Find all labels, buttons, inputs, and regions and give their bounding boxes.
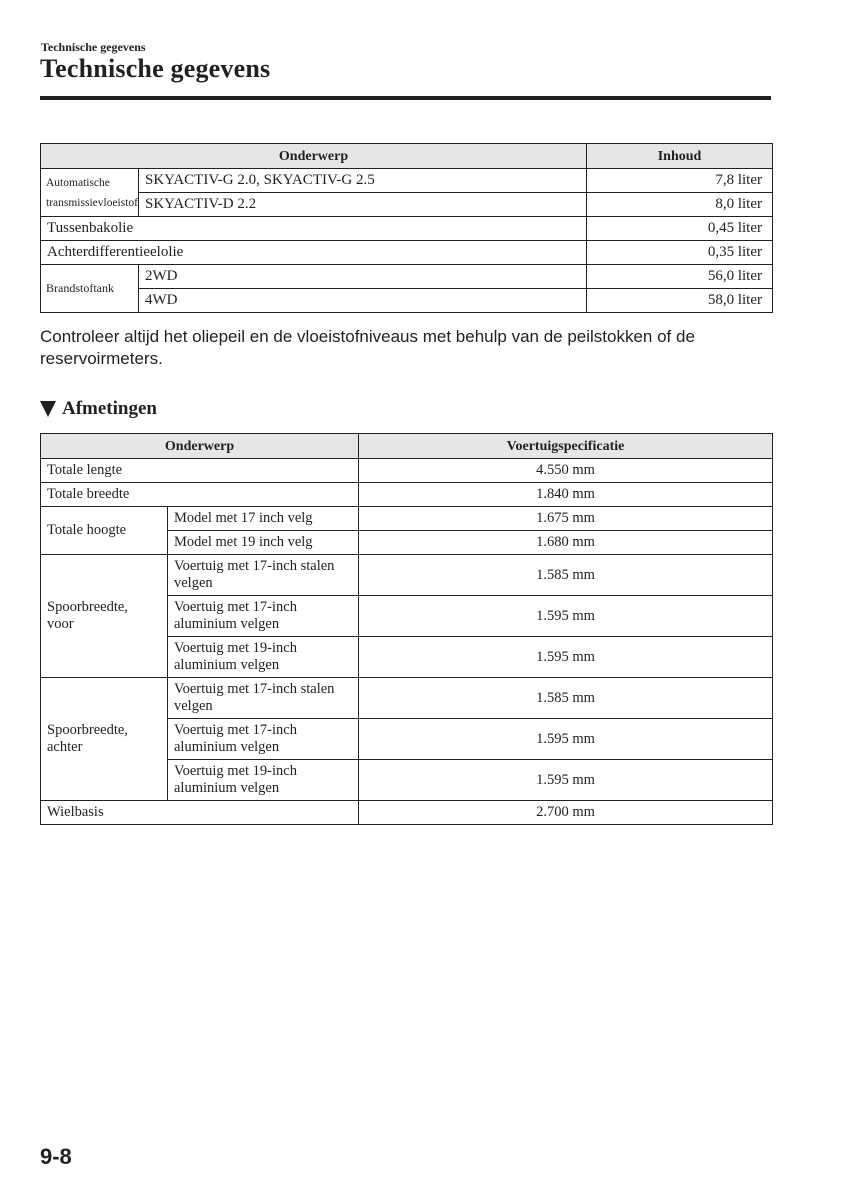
fuel-value-cell: 58,0 liter [587,289,773,313]
width-value: 1.840 mm [359,483,773,507]
track-rear-value-cell: 1.595 mm [359,760,773,801]
atf-label-line2: transmissievloeistof [46,196,138,209]
table-row [41,483,773,507]
fuel-value-cell: 56,0 liter [587,265,773,289]
atf-engine-cell: SKYACTIV-G 2.0, SKYACTIV-G 2.5 [139,169,587,193]
variant-line2: aluminium velgen [174,780,280,796]
atf-value-cell: 8,0 liter [587,193,773,217]
table-row [41,507,773,531]
track-front-label-line1: Spoorbreedte, [47,599,128,615]
dimensions-heading [40,398,157,420]
fuel-tank-label: Brandstoftank [41,265,139,313]
atf-engine-cell: SKYACTIV-D 2.2 [139,193,587,217]
transfer-oil-value: 0,45 liter [587,217,773,241]
track-front-label-line2: voor [47,616,74,632]
table-header-row [41,434,773,459]
page-number: 9-8 [40,1144,72,1169]
height-value-cell: 1.680 mm [359,531,773,555]
track-rear-label-line1: Spoorbreedte, [47,722,128,738]
page-title: Technische gegevens [40,54,271,83]
variant-line2: aluminium velgen [174,616,280,632]
variant-line1: Voertuig met 19-inch [174,763,297,779]
transfer-oil-label: Tussenbakolie [41,217,587,241]
fluid-level-note: Controleer altijd het oliepeil en de vloeistofniveaus met behulp van de peilstokken of de reservoirmeters. [40,327,695,368]
column-header-content: Inhoud [587,144,773,169]
table-row [41,555,773,596]
track-rear-variant-cell [168,719,359,760]
track-front-variant-cell [168,555,359,596]
track-rear-variant-cell [168,760,359,801]
table-row [41,678,773,719]
track-front-value-cell: 1.585 mm [359,555,773,596]
column-header-subject: Onderwerp [41,434,359,459]
atf-label [41,169,139,217]
fluid-capacities-table [40,143,773,313]
variant-line2: velgen [174,698,213,714]
rear-diff-oil-value: 0,35 liter [587,241,773,265]
track-front-label [41,555,168,678]
height-model-cell: Model met 19 inch velg [168,531,359,555]
fuel-drive-cell: 2WD [139,265,587,289]
width-label: Totale breedte [41,483,359,507]
wheelbase-label: Wielbasis [41,801,359,825]
triangle-bullet-icon [40,401,56,417]
variant-line1: Voertuig met 17-inch [174,599,297,615]
variant-line1: Voertuig met 17-inch stalen [174,558,335,574]
height-label: Totale hoogte [41,507,168,555]
variant-line1: Voertuig met 17-inch stalen [174,681,335,697]
table-row [41,193,773,217]
table-header-row [41,144,773,169]
table-row [41,289,773,313]
track-front-variant-cell [168,637,359,678]
table-row [41,241,773,265]
track-front-value-cell: 1.595 mm [359,637,773,678]
running-header: Technische gegevens [41,40,146,54]
track-rear-value-cell: 1.595 mm [359,719,773,760]
height-model-cell: Model met 17 inch velg [168,507,359,531]
variant-line2: aluminium velgen [174,739,280,755]
track-rear-label [41,678,168,801]
atf-label-line1: Automatische [46,176,110,189]
title-divider [40,96,771,100]
rear-diff-oil-label: Achterdifferentieelolie [41,241,587,265]
variant-line2: aluminium velgen [174,657,280,673]
variant-line1: Voertuig met 19-inch [174,640,297,656]
column-header-subject: Onderwerp [41,144,587,169]
table-row [41,217,773,241]
track-rear-variant-cell [168,678,359,719]
length-value: 4.550 mm [359,459,773,483]
track-rear-label-line2: achter [47,739,83,755]
track-rear-value-cell: 1.585 mm [359,678,773,719]
fuel-drive-cell: 4WD [139,289,587,313]
wheelbase-value: 2.700 mm [359,801,773,825]
table-row [41,801,773,825]
table-row [41,265,773,289]
length-label: Totale lengte [41,459,359,483]
variant-line2: velgen [174,575,213,591]
dimensions-heading-text: Afmetingen [62,398,157,419]
variant-line1: Voertuig met 17-inch [174,722,297,738]
table-row [41,459,773,483]
atf-value-cell: 7,8 liter [587,169,773,193]
dimensions-table [40,433,773,825]
height-value-cell: 1.675 mm [359,507,773,531]
track-front-value-cell: 1.595 mm [359,596,773,637]
column-header-spec: Voertuigspecificatie [359,434,773,459]
table-row [41,169,773,193]
track-front-variant-cell [168,596,359,637]
